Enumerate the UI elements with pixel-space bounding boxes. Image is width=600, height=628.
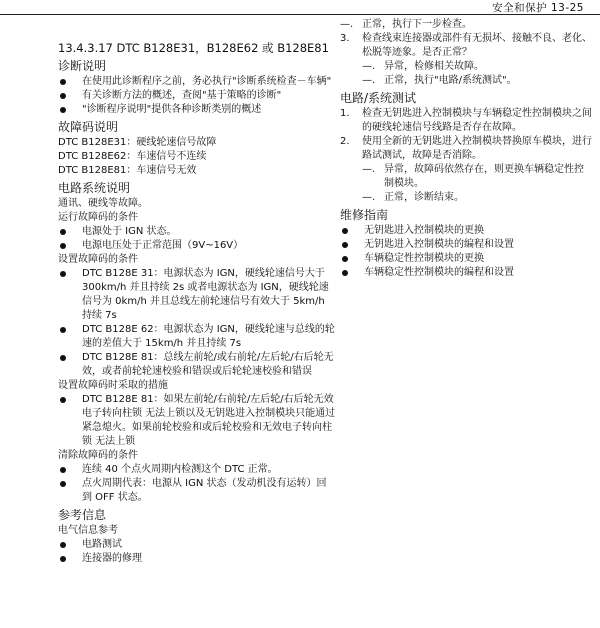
section-title: 13.4.3.17 DTC B128E31，B128E62 或 B128E81 <box>58 41 329 55</box>
bullet-icon <box>60 271 66 277</box>
bullet-icon <box>60 556 66 562</box>
dash-mark: —. <box>362 164 376 175</box>
repair-guide-heading: 维修指南 <box>340 208 389 222</box>
list-item: 在使用此诊断程序之前，务必执行"诊断系统检查－车辆" <box>58 75 336 89</box>
circuit-description-heading: 电路系统说明 <box>58 181 131 195</box>
diagnostic-description-heading: 诊断说明 <box>58 59 107 73</box>
list-item: 连接器的修理 <box>58 552 336 566</box>
bullet-icon <box>342 242 348 248</box>
result-line: —. 异常，检修相关故障。 <box>362 61 484 72</box>
bullet-icon <box>60 243 66 249</box>
actions-label: 设置故障码时采取的措施 <box>58 380 168 391</box>
list-item: 电路测试 <box>58 538 336 552</box>
bullet-icon <box>60 467 66 473</box>
step-number: 2. <box>340 136 350 147</box>
set-conditions-list <box>58 267 336 379</box>
result-line: —. 正常，执行下一步检查。 <box>340 19 472 30</box>
list-item: DTC B128E 31：电源状态为 IGN，硬线轮速信号大于 300km/h 并且持续 2s 或者电源状态为 IGN，硬线轮速信号为 0km/h 并且总线左前轮速信号有效大于 5km/h 持续 7s <box>58 267 336 323</box>
actions-list <box>58 393 336 449</box>
repair-guide-list <box>340 224 592 280</box>
list-item: 连续 40 个点火周期内检测这个 DTC 正常。 <box>58 463 336 477</box>
page-header <box>0 0 600 15</box>
list-item: 电源处于 IGN 状态。 <box>58 225 336 239</box>
run-conditions-label: 运行故障码的条件 <box>58 212 138 223</box>
list-item: 有关诊断方法的概述，查阅"基于策略的诊断" <box>58 89 336 103</box>
list-item: DTC B128E 81：如果左前轮/右前轮/左后轮/右后轮无效电子转向柱锁 无法上锁以及无钥匙进入控制模块只能通过紧急熄火。如果前轮校验和或后轮校验和无效电子转向柱锁 无法上锁 <box>58 393 336 449</box>
result-line: —. 异常，故障码依然存在，则更换车辆稳定性控制模块。 <box>362 164 584 189</box>
reference-list <box>58 538 336 566</box>
dtc-line: DTC B128E62：车速信号不连续 <box>58 151 207 162</box>
reference-heading: 参考信息 <box>58 508 107 522</box>
dtc-line: DTC B128E31：硬线轮速信号故障 <box>58 137 217 148</box>
clear-conditions-list <box>58 463 336 505</box>
bullet-icon <box>60 79 66 85</box>
result-line: —. 正常，诊断结束。 <box>362 192 464 203</box>
circuit-description-text: 通讯、硬线等故障。 <box>58 198 148 209</box>
bullet-icon <box>342 270 348 276</box>
set-conditions-label: 设置故障码的条件 <box>58 254 138 265</box>
dash-mark: —. <box>362 192 376 203</box>
list-item: 电源电压处于正常范围（9V~16V） <box>58 239 336 253</box>
right-column <box>340 18 592 280</box>
bullet-icon <box>60 327 66 333</box>
bullet-icon <box>342 228 348 234</box>
run-conditions-list <box>58 225 336 253</box>
bullet-icon <box>60 229 66 235</box>
page-header-text: 安全和保护 13-25 <box>492 2 584 14</box>
bullet-icon <box>60 397 66 403</box>
bullet-icon <box>60 93 66 99</box>
list-item: DTC B128E 62：电源状态为 IGN，硬线轮速与总线的轮速的差值大于 15km/h 并且持续 7s <box>58 323 336 351</box>
dash-mark: —. <box>340 19 354 30</box>
system-test-steps <box>340 107 592 205</box>
left-column <box>58 18 336 566</box>
dtc-description-heading: 故障码说明 <box>58 120 119 134</box>
dash-mark: —. <box>362 75 376 86</box>
step-item: 2. 使用全新的无钥匙进入控制模块替换原车模块，进行路试测试，故障是否消除。 —. 异常，故障码依然存在，则更换车辆稳定性控制模块。 —. 正常，诊断结束。 <box>340 136 592 203</box>
inspection-steps <box>340 32 592 88</box>
bullet-icon <box>60 107 66 113</box>
clear-conditions-label: 清除故障码的条件 <box>58 450 138 461</box>
dtc-line: DTC B128E81：车速信号无效 <box>58 165 197 176</box>
bullet-icon <box>60 355 66 361</box>
dash-mark: —. <box>362 61 376 72</box>
reference-label: 电气信息参考 <box>58 525 118 536</box>
diagnostic-description-list <box>58 75 336 117</box>
system-test-heading: 电路/系统测试 <box>340 91 417 105</box>
list-item: "诊断程序说明"提供各种诊断类别的概述 <box>58 103 336 117</box>
bullet-icon <box>60 481 66 487</box>
list-item: 车辆稳定性控制模块的编程和设置 <box>340 266 592 280</box>
list-item: 点火周期代表：电源从 IGN 状态（发动机没有运转）回到 OFF 状态。 <box>58 477 336 505</box>
step-number: 1. <box>340 108 350 119</box>
list-item: 无钥匙进入控制模块的编程和设置 <box>340 238 592 252</box>
list-item: 车辆稳定性控制模块的更换 <box>340 252 592 266</box>
list-item: DTC B128E 81：总线左前轮/或右前轮/左后轮/右后轮无效，或者前轮轮速校验和错误或后轮轮速校验和错误 <box>58 351 336 379</box>
step-number: 3. <box>340 33 350 44</box>
list-item: 无钥匙进入控制模块的更换 <box>340 224 592 238</box>
step-item: 1. 检查无钥匙进入控制模块与车辆稳定性控制模块之间的硬线轮速信号线路是否存在故障。 <box>340 108 592 133</box>
bullet-icon <box>342 256 348 262</box>
step-item: 3. 检查线束连接器或部件有无损坏、接触不良、老化、松脱等迹象。是否正常？ —. 异常，检修相关故障。 —. 正常，执行"电路/系统测试"。 <box>340 33 592 86</box>
result-line: —. 正常，执行"电路/系统测试"。 <box>362 75 517 86</box>
bullet-icon <box>60 542 66 548</box>
